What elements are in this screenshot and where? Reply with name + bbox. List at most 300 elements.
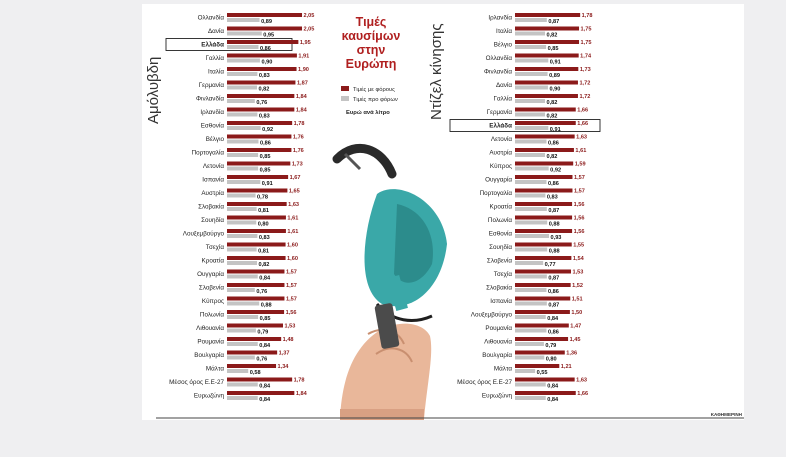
diesel-value-with-tax: 1,61: [575, 148, 587, 154]
petrol-bar-pre-tax: [227, 207, 257, 211]
diesel-value-pre-tax: 0,88: [548, 248, 560, 255]
petrol-value-pre-tax: 0,85: [259, 167, 271, 174]
diesel-bar-pre-tax: [515, 221, 547, 225]
petrol-value-pre-tax: 0,85: [259, 316, 271, 322]
diesel-row: [490, 297, 582, 309]
diesel-row: [490, 202, 585, 214]
diesel-value-pre-tax: 0,91: [549, 59, 561, 66]
diesel-row: [487, 108, 588, 120]
diesel-bar-pre-tax: [515, 86, 548, 90]
diesel-bar-with-tax: [515, 256, 571, 260]
diesel-country-label: Λετονία: [490, 136, 512, 143]
petrol-bar-with-tax: [227, 40, 298, 44]
petrol-value-with-tax: 1,95: [299, 40, 311, 46]
diesel-value-pre-tax: 0,89: [549, 73, 560, 79]
diesel-row: [482, 391, 588, 403]
diesel-bar-with-tax: [515, 324, 569, 328]
petrol-country-label: Κροατία: [201, 257, 224, 265]
diesel-value-pre-tax: 0,87: [548, 208, 560, 214]
diesel-row: [480, 189, 585, 201]
petrol-value-pre-tax: 0,86: [259, 46, 271, 52]
petrol-bar-with-tax: [227, 175, 288, 179]
petrol-row: [200, 108, 307, 120]
petrol-value-pre-tax: 0,76: [256, 100, 268, 106]
petrol-row: [206, 54, 310, 66]
petrol-value-with-tax: 1,56: [285, 310, 297, 316]
diesel-country-label: Ιρλανδία: [488, 14, 512, 22]
petrol-row: [183, 229, 299, 241]
diesel-row: [482, 351, 577, 363]
diesel-row: [486, 283, 583, 295]
diesel-value-with-tax: 1,63: [576, 134, 588, 141]
diesel-row: [494, 270, 584, 282]
petrol-row: [194, 351, 289, 363]
petrol-country-label: Λουξεμβούργο: [182, 230, 224, 238]
diesel-country-label: Ουγγαρία: [485, 176, 512, 184]
petrol-bar-with-tax: [227, 378, 292, 382]
diesel-row: [486, 54, 592, 66]
diesel-bar-with-tax: [515, 148, 574, 152]
petrol-value-pre-tax: 0,58: [249, 370, 261, 376]
petrol-bar-pre-tax: [227, 18, 260, 22]
legend-label-with-tax: Τιμές με φόρους: [353, 87, 395, 93]
diesel-row: [484, 337, 580, 349]
diesel-row: [484, 67, 591, 79]
petrol-value-with-tax: 1,67: [289, 175, 301, 181]
diesel-bar-pre-tax: [515, 207, 547, 211]
diesel-bar-pre-tax: [515, 383, 546, 387]
main-title-line-2: καυσίμων: [341, 29, 401, 43]
petrol-value-with-tax: 1,34: [277, 364, 289, 370]
diesel-bar-with-tax: [515, 189, 572, 193]
diesel-value-with-tax: 1,66: [577, 121, 589, 127]
diesel-country-label: Μάλτα: [493, 365, 512, 373]
diesel-bar-pre-tax: [515, 288, 546, 292]
petrol-bar-with-tax: [227, 351, 277, 355]
chart-title-diesel: Ντίζελ κίνησης: [428, 23, 445, 120]
diesel-value-pre-tax: 0,84: [547, 397, 559, 403]
petrol-value-with-tax: 1,60: [287, 256, 298, 262]
petrol-value-with-tax: 1,57: [285, 296, 297, 303]
petrol-country-label: Δανία: [207, 28, 224, 35]
diesel-bar-pre-tax: [515, 72, 548, 76]
diesel-bar-with-tax: [515, 216, 572, 220]
diesel-value-with-tax: 1,72: [579, 80, 591, 87]
diesel-value-with-tax: 1,53: [572, 269, 584, 276]
petrol-country-label: Λιθουανία: [196, 325, 224, 332]
petrol-row: [201, 216, 298, 228]
petrol-bar-pre-tax: [227, 99, 255, 103]
diesel-country-label: Βέλγιο: [493, 41, 512, 49]
petrol-value-with-tax: 1,37: [278, 350, 290, 357]
diesel-bar-pre-tax: [515, 302, 547, 306]
petrol-row: [203, 162, 303, 174]
diesel-country-label: Κροατία: [489, 203, 512, 211]
diesel-bar-with-tax: [515, 94, 578, 98]
diesel-bar-with-tax: [515, 121, 576, 125]
diesel-country-label: Αυστρία: [489, 149, 512, 157]
petrol-value-with-tax: 1,76: [292, 148, 304, 154]
diesel-row: [488, 216, 585, 228]
diesel-value-pre-tax: 0,83: [546, 194, 558, 201]
petrol-bar-with-tax: [227, 81, 295, 85]
petrol-bar-with-tax: [227, 94, 294, 98]
petrol-bar-with-tax: [227, 27, 302, 31]
petrol-row: [192, 148, 304, 160]
petrol-bar-with-tax: [227, 283, 284, 287]
petrol-row: [198, 13, 315, 25]
legend-swatch-pre-tax: [341, 96, 349, 101]
diesel-bar-with-tax: [515, 13, 580, 17]
petrol-value-with-tax: 1,76: [292, 134, 304, 141]
diesel-value-with-tax: 1,66: [577, 107, 589, 114]
petrol-row: [202, 175, 300, 187]
petrol-row: [196, 324, 295, 336]
diesel-bar-with-tax: [515, 27, 579, 31]
diesel-bar-pre-tax: [515, 59, 548, 63]
diesel-bar-with-tax: [515, 81, 578, 85]
diesel-country-label: Πορτογαλία: [479, 190, 512, 197]
diesel-row: [494, 40, 592, 52]
diesel-value-with-tax: 1,73: [579, 67, 591, 73]
petrol-value-with-tax: 1,57: [285, 283, 297, 289]
petrol-country-label: Ευρωζώνη: [193, 392, 224, 400]
petrol-country-label: Γαλλία: [205, 55, 224, 62]
petrol-value-pre-tax: 0,90: [261, 59, 273, 66]
petrol-value-pre-tax: 0,83: [258, 113, 270, 120]
petrol-value-with-tax: 1,91: [298, 53, 310, 60]
diesel-bar-with-tax: [515, 310, 570, 314]
diesel-value-pre-tax: 0,82: [546, 113, 558, 120]
petrol-row: [199, 283, 297, 295]
diesel-value-with-tax: 1,56: [573, 202, 585, 208]
diesel-bar-pre-tax: [515, 261, 543, 265]
chart-title-petrol: Αμόλυβδη: [145, 56, 162, 124]
diesel-value-with-tax: 1,75: [580, 40, 592, 46]
petrol-row: [206, 243, 298, 255]
petrol-row: [206, 364, 289, 376]
petrol-bar-pre-tax: [227, 234, 257, 238]
diesel-row: [496, 81, 590, 93]
petrol-country-label: Πολωνία: [199, 311, 224, 319]
petrol-country-label: Ελλάδα: [201, 41, 224, 49]
diesel-bar-with-tax: [515, 229, 572, 233]
petrol-bar-with-tax: [227, 324, 283, 328]
petrol-value-with-tax: 2,05: [303, 13, 315, 19]
legend-swatch-with-tax: [341, 86, 349, 91]
petrol-bar-pre-tax: [227, 275, 258, 279]
diesel-value-with-tax: 1,78: [581, 13, 593, 19]
petrol-row: [169, 378, 304, 390]
diesel-country-label: Δανία: [495, 82, 512, 89]
diesel-country-label: Κύπρος: [489, 163, 512, 170]
petrol-value-pre-tax: 0,86: [259, 140, 271, 147]
petrol-value-pre-tax: 0,83: [258, 235, 270, 241]
petrol-bar-with-tax: [227, 364, 276, 368]
diesel-bar-pre-tax: [515, 113, 545, 117]
diesel-bar-pre-tax: [515, 18, 547, 22]
petrol-value-pre-tax: 0,76: [256, 356, 268, 363]
petrol-country-label: Ιρλανδία: [200, 109, 224, 116]
diesel-value-with-tax: 1,21: [560, 364, 572, 370]
diesel-bar-with-tax: [515, 135, 575, 139]
petrol-bar-with-tax: [227, 67, 297, 71]
main-title-line-1: Τιμές: [355, 15, 387, 29]
diesel-value-with-tax: 1,54: [572, 256, 584, 262]
petrol-value-with-tax: 1,53: [284, 323, 296, 330]
petrol-value-pre-tax: 0,95: [263, 32, 275, 39]
petrol-country-label: Λετονία: [202, 163, 224, 170]
diesel-value-with-tax: 1,36: [566, 350, 578, 357]
diesel-country-label: Ρουμανία: [485, 325, 512, 332]
diesel-country-label: Σλοβενία: [486, 257, 512, 265]
diesel-bar-with-tax: [515, 243, 572, 247]
diesel-value-pre-tax: 0,86: [547, 289, 559, 295]
diesel-chart: [450, 13, 600, 403]
diesel-value-pre-tax: 0,84: [547, 316, 559, 322]
petrol-country-label: Σλοβακία: [198, 203, 224, 211]
diesel-bar-with-tax: [515, 297, 570, 301]
petrol-value-pre-tax: 0,81: [258, 208, 270, 214]
petrol-country-label: Μάλτα: [205, 365, 224, 373]
petrol-bar-pre-tax: [227, 194, 256, 198]
petrol-value-pre-tax: 0,79: [257, 329, 269, 336]
diesel-country-label: Βουλγαρία: [482, 352, 512, 359]
diesel-value-pre-tax: 0,85: [547, 46, 559, 52]
petrol-bar-with-tax: [227, 54, 297, 58]
petrol-bar-with-tax: [227, 243, 286, 247]
diesel-bar-with-tax: [515, 54, 579, 58]
petrol-row: [202, 297, 297, 309]
diesel-country-label: Ισπανία: [490, 298, 512, 305]
diesel-row: [487, 256, 585, 268]
diesel-value-pre-tax: 0,88: [548, 221, 560, 228]
diesel-row: [489, 148, 586, 160]
petrol-bar-with-tax: [227, 108, 294, 112]
diesel-row: [490, 162, 586, 174]
diesel-bar-pre-tax: [515, 126, 548, 130]
petrol-bar-pre-tax: [227, 221, 256, 225]
diesel-value-pre-tax: 0,82: [546, 100, 558, 106]
petrol-country-label: Πορτογαλία: [191, 149, 224, 157]
petrol-value-with-tax: 1,90: [298, 67, 309, 73]
petrol-bar-pre-tax: [227, 329, 256, 333]
petrol-row: [197, 270, 297, 282]
petrol-chart: [166, 13, 314, 403]
petrol-value-with-tax: 1,84: [295, 107, 307, 114]
petrol-bar-with-tax: [227, 202, 287, 206]
petrol-value-pre-tax: 0,85: [259, 154, 271, 160]
petrol-value-with-tax: 1,65: [288, 188, 300, 195]
petrol-bar-with-tax: [227, 13, 302, 17]
petrol-value-with-tax: 1,78: [293, 377, 305, 384]
diesel-value-with-tax: 1,74: [580, 53, 592, 60]
diesel-bar-with-tax: [515, 391, 576, 395]
diesel-value-with-tax: 1,47: [570, 323, 582, 330]
diesel-row: [494, 94, 591, 106]
petrol-row: [202, 256, 298, 268]
diesel-value-with-tax: 1,63: [576, 377, 588, 384]
petrol-bar-pre-tax: [227, 167, 258, 171]
diesel-country-label: Λιθουανία: [484, 338, 512, 346]
diesel-country-label: Ευρωζώνη: [481, 392, 512, 400]
petrol-country-label: Ισπανία: [202, 176, 224, 184]
petrol-country-label: Ουγγαρία: [197, 271, 224, 278]
diesel-bar-pre-tax: [515, 45, 546, 49]
petrol-country-label: Μέσος όρος Ε.Ε-27: [169, 379, 224, 386]
diesel-value-with-tax: 1,45: [569, 337, 581, 343]
petrol-country-label: Εσθονία: [200, 122, 224, 130]
petrol-country-label: Φινλανδία: [196, 95, 224, 103]
petrol-value-pre-tax: 0,84: [259, 397, 271, 403]
petrol-bar-with-tax: [227, 148, 291, 152]
petrol-row: [208, 67, 309, 79]
petrol-bar-with-tax: [227, 229, 286, 233]
petrol-bar-pre-tax: [227, 369, 248, 373]
petrol-bar-with-tax: [227, 391, 294, 395]
diesel-country-label: Σλοβακία: [486, 284, 512, 292]
petrol-value-with-tax: 2,05: [303, 26, 315, 33]
diesel-value-pre-tax: 0,90: [549, 86, 561, 93]
diesel-bar-with-tax: [515, 364, 559, 368]
petrol-value-pre-tax: 0,89: [261, 19, 272, 25]
diesel-value-pre-tax: 0,91: [549, 127, 561, 133]
petrol-bar-with-tax: [227, 310, 284, 314]
diesel-value-pre-tax: 0,55: [536, 370, 548, 376]
diesel-value-pre-tax: 0,86: [547, 140, 559, 147]
diesel-row: [488, 13, 592, 25]
diesel-value-pre-tax: 0,84: [547, 383, 559, 390]
petrol-bar-pre-tax: [227, 342, 258, 346]
petrol-bar-pre-tax: [227, 72, 257, 76]
petrol-value-with-tax: 1,87: [296, 80, 308, 87]
diesel-row: [450, 120, 600, 134]
petrol-row: [196, 94, 308, 106]
petrol-value-with-tax: 1,73: [291, 161, 303, 168]
credit-label: ΚΑΘΗΜΕΡΙΝΗ: [710, 412, 742, 417]
petrol-bar-with-tax: [227, 297, 284, 301]
diesel-value-with-tax: 1,56: [573, 215, 585, 222]
diesel-bar-with-tax: [515, 108, 576, 112]
diesel-row: [485, 175, 585, 187]
diesel-value-pre-tax: 0,87: [548, 302, 560, 309]
petrol-country-label: Ρουμανία: [197, 338, 224, 346]
petrol-country-label: Βέλγιο: [205, 136, 224, 143]
petrol-row: [201, 189, 299, 201]
diesel-value-with-tax: 1,57: [573, 188, 585, 195]
diesel-bar-with-tax: [515, 351, 565, 355]
diesel-country-label: Τσεχία: [493, 271, 512, 278]
diesel-row: [496, 27, 591, 39]
diesel-country-label: Ιταλία: [496, 28, 512, 35]
diesel-value-pre-tax: 0,93: [550, 235, 562, 241]
diesel-value-with-tax: 1,57: [573, 175, 585, 181]
diesel-value-pre-tax: 0,92: [550, 167, 562, 174]
petrol-bar-pre-tax: [227, 396, 258, 400]
petrol-value-with-tax: 1,60: [287, 242, 298, 249]
petrol-bar-pre-tax: [227, 261, 257, 265]
petrol-bar-pre-tax: [227, 32, 262, 36]
diesel-country-label: Σουηδία: [489, 244, 512, 251]
petrol-value-with-tax: 1,63: [288, 202, 300, 208]
petrol-country-label: Σουηδία: [201, 217, 224, 224]
petrol-bar-pre-tax: [227, 302, 259, 306]
diesel-bar-pre-tax: [515, 275, 547, 279]
diesel-row: [485, 324, 581, 336]
petrol-row: [199, 81, 308, 93]
diesel-value-with-tax: 1,75: [580, 26, 592, 33]
petrol-row: [194, 391, 308, 403]
diesel-row: [471, 310, 583, 322]
infographic-panel: [142, 4, 744, 420]
fuel-nozzle-illustration: [337, 148, 447, 320]
petrol-bar-with-tax: [227, 337, 281, 341]
diesel-bar-with-tax: [515, 283, 571, 287]
petrol-value-pre-tax: 0,92: [262, 127, 274, 133]
diesel-value-with-tax: 1,52: [572, 283, 584, 289]
diesel-country-label: Πολωνία: [487, 217, 512, 224]
petrol-bar-pre-tax: [227, 153, 258, 157]
diesel-value-with-tax: 1,55: [573, 242, 585, 249]
petrol-row: [198, 202, 299, 214]
diesel-value-pre-tax: 0,79: [545, 343, 557, 349]
diesel-bar-pre-tax: [515, 180, 546, 184]
petrol-row: [200, 310, 297, 322]
diesel-bar-with-tax: [515, 270, 571, 274]
diesel-value-with-tax: 1,66: [577, 391, 589, 397]
main-title-line-3: στην: [356, 43, 386, 57]
diesel-bar-pre-tax: [515, 356, 544, 360]
petrol-row: [208, 27, 314, 39]
petrol-bar-pre-tax: [227, 356, 255, 360]
diesel-value-with-tax: 1,51: [571, 296, 583, 303]
petrol-value-with-tax: 1,61: [287, 215, 299, 222]
petrol-bar-with-tax: [227, 216, 286, 220]
petrol-bar-pre-tax: [227, 288, 255, 292]
diesel-bar-with-tax: [515, 40, 579, 44]
diesel-value-with-tax: 1,59: [574, 161, 586, 168]
diesel-bar-with-tax: [515, 175, 572, 179]
petrol-bar-pre-tax: [227, 383, 258, 387]
diesel-value-pre-tax: 0,87: [548, 19, 560, 25]
diesel-row: [489, 243, 584, 255]
petrol-value-pre-tax: 0,78: [257, 194, 268, 201]
diesel-bar-with-tax: [515, 202, 572, 206]
diesel-row: [494, 364, 572, 376]
petrol-value-with-tax: 1,61: [287, 229, 299, 235]
diesel-value-pre-tax: 0,80: [545, 356, 557, 363]
diesel-country-label: Φινλανδία: [484, 68, 512, 76]
diesel-row: [489, 229, 585, 241]
petrol-value-with-tax: 1,84: [295, 94, 307, 100]
petrol-country-label: Σλοβενία: [198, 284, 224, 292]
diesel-value-pre-tax: 0,82: [546, 32, 558, 39]
petrol-country-label: Αυστρία: [201, 190, 224, 197]
diesel-country-label: Γερμανία: [486, 109, 512, 116]
diesel-bar-with-tax: [515, 162, 573, 166]
diesel-bar-pre-tax: [515, 248, 547, 252]
petrol-row: [166, 39, 311, 53]
petrol-country-label: Βουλγαρία: [194, 352, 224, 359]
petrol-bar-pre-tax: [227, 45, 258, 49]
unit-label: Ευρώ ανά λίτρο: [346, 110, 390, 116]
petrol-value-pre-tax: 0,83: [258, 73, 270, 79]
diesel-value-pre-tax: 0,77: [544, 262, 556, 268]
petrol-value-pre-tax: 0,82: [258, 86, 270, 93]
diesel-bar-pre-tax: [515, 329, 546, 333]
petrol-value-pre-tax: 0,80: [257, 221, 269, 228]
petrol-bar-pre-tax: [227, 248, 257, 252]
